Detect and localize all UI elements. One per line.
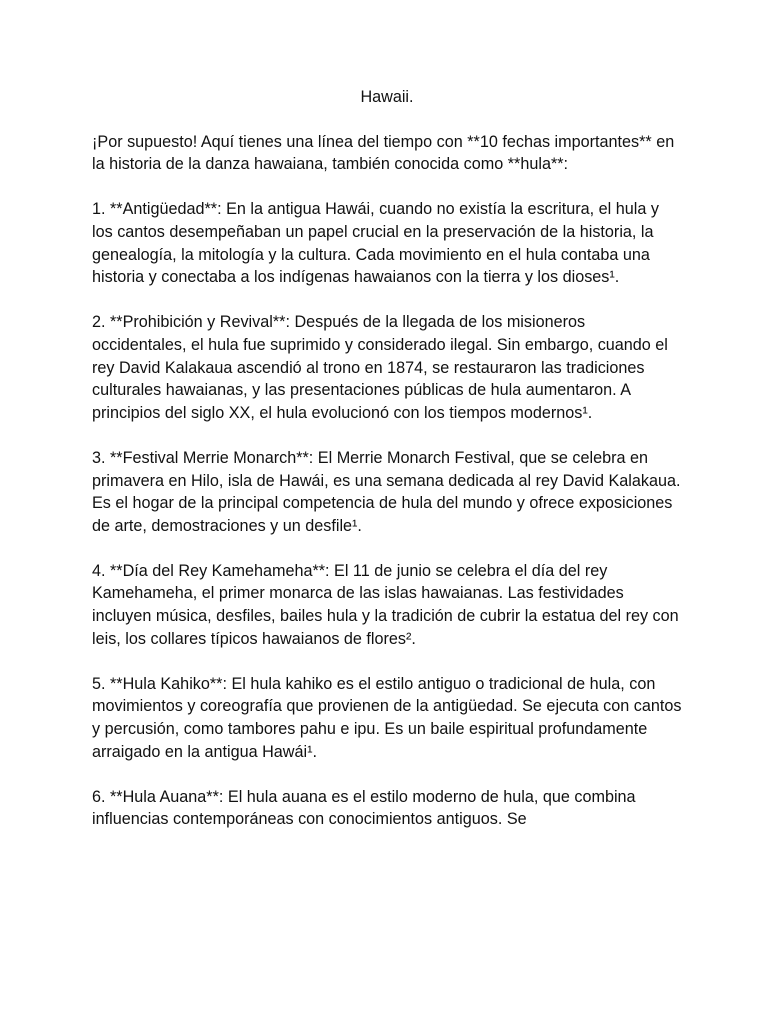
timeline-item-3: 3. **Festival Merrie Monarch**: El Merrie Monarch Festival, que se celebra en primavera en Hilo, isla de Hawái, es una semana dedicada al rey David Kalakaua. Es el hogar de la principal competencia de hula del mundo y ofrece exposiciones de arte, demostraciones y un desfile¹. xyxy=(92,448,681,535)
timeline-item-4: 4. **Día del Rey Kamehameha**: El 11 de junio se celebra el día del rey Kamehameha, el primer monarca de las islas hawaianas. Las festividades incluyen música, desfiles, bailes hula y la tradición de cubrir la estatua del rey con leis, los collares típicos hawaianos de flores². xyxy=(92,561,679,648)
timeline-item-5: 5. **Hula Kahiko**: El hula kahiko es el estilo antiguo o tradicional de hula, con movimientos y coreografía que provienen de la antigüedad. Se ejecuta con cantos y percusión, como tambores pahu e ipu. Es un baile espiritual profundamente arraigado en la antigua Hawái¹. xyxy=(92,674,682,761)
document-title: Hawaii. xyxy=(360,88,414,106)
timeline-item-6: 6. **Hula Auana**: El hula auana es el estilo moderno de hula, que combina influencias contemporáneas con conocimientos antiguos. Se xyxy=(92,787,636,829)
timeline-item-2: 2. **Prohibición y Revival**: Después de la llegada de los misioneros occidentales, el hula fue suprimido y considerado ilegal. Sin embargo, cuando el rey David Kalakaua ascendió al trono en 1874, se restauraron las tradiciones culturales hawaianas, y las presentaciones públicas de hula aumentaron. A principios del siglo XX, el hula evolucionó con los tiempos modernos¹. xyxy=(92,313,668,422)
timeline-item-1: 1. **Antigüedad**: En la antigua Hawái, cuando no existía la escritura, el hula y los cantos desempeñaban un papel crucial en la preservación de la historia, la genealogía, la mitología y la cultura. Cada movimiento en el hula contaba una historia y conectaba a los indígenas hawaianos con la tierra y los dioses¹. xyxy=(92,200,659,287)
document-body xyxy=(92,86,682,854)
intro-paragraph: ¡Por supuesto! Aquí tienes una línea del tiempo con **10 fechas importantes** en la historia de la danza hawaiana, también conocida como **hula**: xyxy=(92,132,675,174)
